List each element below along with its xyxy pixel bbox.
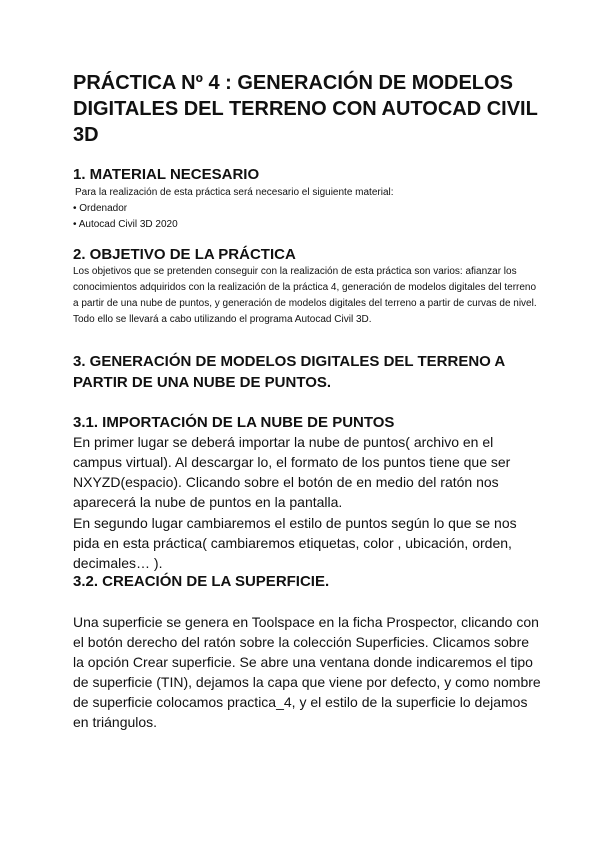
section-3-1-paragraph-1: En primer lugar se deberá importar la nube de puntos( archivo en el campus virtual). Al descargar lo, el formato de los puntos tiene que ser NXYZD(espacio). Clicando sobre el botón de en medio del ratón nos aparecerá la nube de puntos en la pantalla.: [73, 434, 511, 510]
section-3-1-paragraph-2: En segundo lugar cambiaremos el estilo de puntos según lo que se nos pida en esta práctica( cambiaremos etiquetas, color , ubicación, orden, decimales… ).: [73, 515, 517, 571]
section-3-2-paragraph-1: Una superficie se genera en Toolspace en la ficha Prospector, clicando con el botón derecho del ratón sobre la colección Superficies. Clicamos sobre la opción Crear superficie. Se abre una ventana donde indicaremos el tipo de superficie (TIN), dejamos la capa que viene por defecto, y como nombre de superficie colocamos practica_4, y el estilo de la superficie lo dejamos en triángulos.: [73, 614, 541, 730]
section-2-heading: 2. OBJETIVO DE LA PRÁCTICA: [73, 246, 296, 263]
section-2-text: Los objetivos que se pretenden conseguir con la realización de esta práctica son varios: afianzar los conocimientos adquiridos con la realización de la práctica 4, generación de modelos digitales del terreno a partir de una nube de puntos, y generación de modelos digitales del terreno a partir de curvas de nivel. Todo ello se llevará a cabo utilizando el programa Autocad Civil 3D.: [73, 266, 537, 325]
material-list: [73, 201, 178, 233]
document-title: PRÁCTICA Nº 4 : GENERACIÓN DE MODELOS DIGITALES DEL TERRENO CON AUTOCAD CIVIL 3D: [73, 72, 538, 146]
section-3-2-heading: 3.2. CREACIÓN DE LA SUPERFICIE.: [73, 573, 330, 590]
section-3-1-heading: 3.1. IMPORTACIÓN DE LA NUBE DE PUNTOS: [73, 414, 395, 431]
section-1-intro: Para la realización de esta práctica será necesario el siguiente material:: [75, 187, 394, 198]
list-item: • Ordenador: [73, 203, 128, 214]
list-item: • Autocad Civil 3D 2020: [73, 219, 178, 230]
section-3-heading: 3. GENERACIÓN DE MODELOS DIGITALES DEL TERRENO A PARTIR DE UNA NUBE DE PUNTOS.: [73, 353, 505, 391]
section-1-heading: 1. MATERIAL NECESARIO: [73, 166, 260, 183]
